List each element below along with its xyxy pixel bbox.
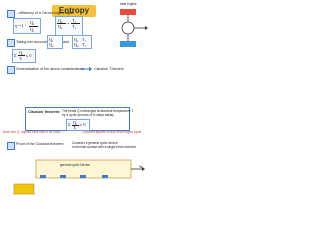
bullet-3 [7, 66, 15, 74]
theorem-heading: Clausius' theorem: [28, 110, 61, 114]
cold-reservoir [120, 41, 136, 47]
efficiency-equation: η = 1 - Q₂ Q₁ [13, 18, 41, 34]
slide-title: Entropy [52, 5, 96, 17]
clausius-inequality: Σ Qᵢ Tᵢ ≤ 0 [66, 119, 90, 131]
engine-circle [122, 22, 134, 34]
heat-engine-diagram [108, 8, 148, 48]
theorem-text-1: The heats Q exchanged at absolute temperature T [62, 109, 134, 113]
section3-text: Generalization of the above considerations [16, 67, 85, 71]
cyclic-device-diagram [10, 154, 149, 198]
device-label: general cyclic Device [60, 163, 90, 167]
hot-reservoir [120, 9, 136, 15]
theorem-text-2: by a cyclic process of N steps satisfy [62, 113, 114, 117]
proof-text-2: in thermal contact with a single heat reservoir [72, 145, 136, 149]
reservoir-box [14, 184, 34, 194]
section1-text: ...efficiency of a Carnot engine again [16, 11, 75, 15]
clausius-theorem-link: Clausius' Theorem [94, 67, 124, 71]
bullet-2 [7, 39, 15, 47]
bullet-1 [7, 10, 15, 18]
sign-equation-2: Q₁ T₁ Q₂ T₂ [72, 35, 92, 49]
theorem-box [25, 107, 134, 131]
section2-and: and [63, 40, 69, 44]
footnote-left: Note: the Q. implied here has to be used ... [3, 130, 64, 134]
heat-engine-label: heat engine [120, 2, 137, 6]
sum-equation-small: Σ Qᵢ Tᵢ ≤ 0 [12, 49, 36, 63]
carnot-equation: Q₂ Q₁ = T₂ T₁ [55, 16, 83, 36]
section2-text: Taking into account [16, 40, 47, 44]
footnote-right: Theorem applied to any heat engine cycle [82, 130, 142, 134]
proof-text-1: Consider a general cyclic device [72, 141, 118, 145]
sign-equation-1: Q₁ Q₂ [47, 35, 63, 49]
proof-label: Proof of the Clausius theorem [16, 142, 64, 146]
bullet-proof [7, 142, 15, 150]
work-label: W [139, 165, 143, 169]
arrow-icon [80, 66, 92, 72]
